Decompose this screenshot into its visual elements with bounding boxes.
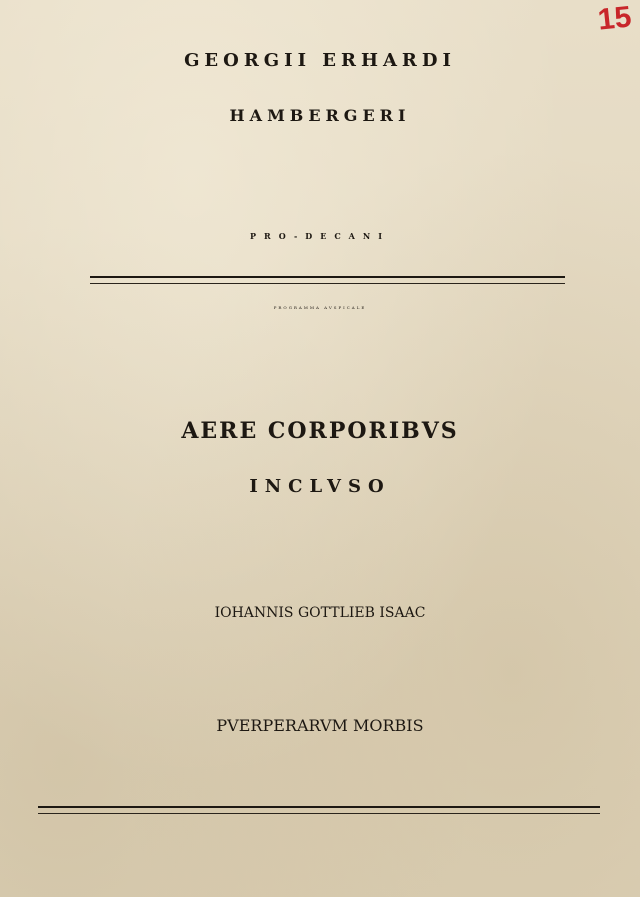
author-pro-decani: PRO-DECANI [250, 231, 390, 241]
author-surname: HAMBERGERI [229, 106, 411, 125]
programma-heading: PROGRAMMA AVSPICALE [273, 305, 367, 310]
subject-main: AERE CORPORIBVS [181, 418, 459, 444]
subject-secondary: INCLVSO [249, 476, 391, 497]
candidate-name: IOHANNIS GOTTLIEB ISAAC [214, 605, 426, 621]
author-first-names: GEORGII ERHARDI [184, 50, 456, 71]
handwritten-page-number: 15 [596, 0, 633, 37]
upper-rule-thin [90, 283, 565, 284]
upper-rule-thick [90, 276, 565, 278]
topic-title: PVERPERARVM MORBIS [216, 716, 424, 735]
lower-rule-thin [38, 813, 600, 814]
lower-rule-thick [38, 806, 600, 808]
